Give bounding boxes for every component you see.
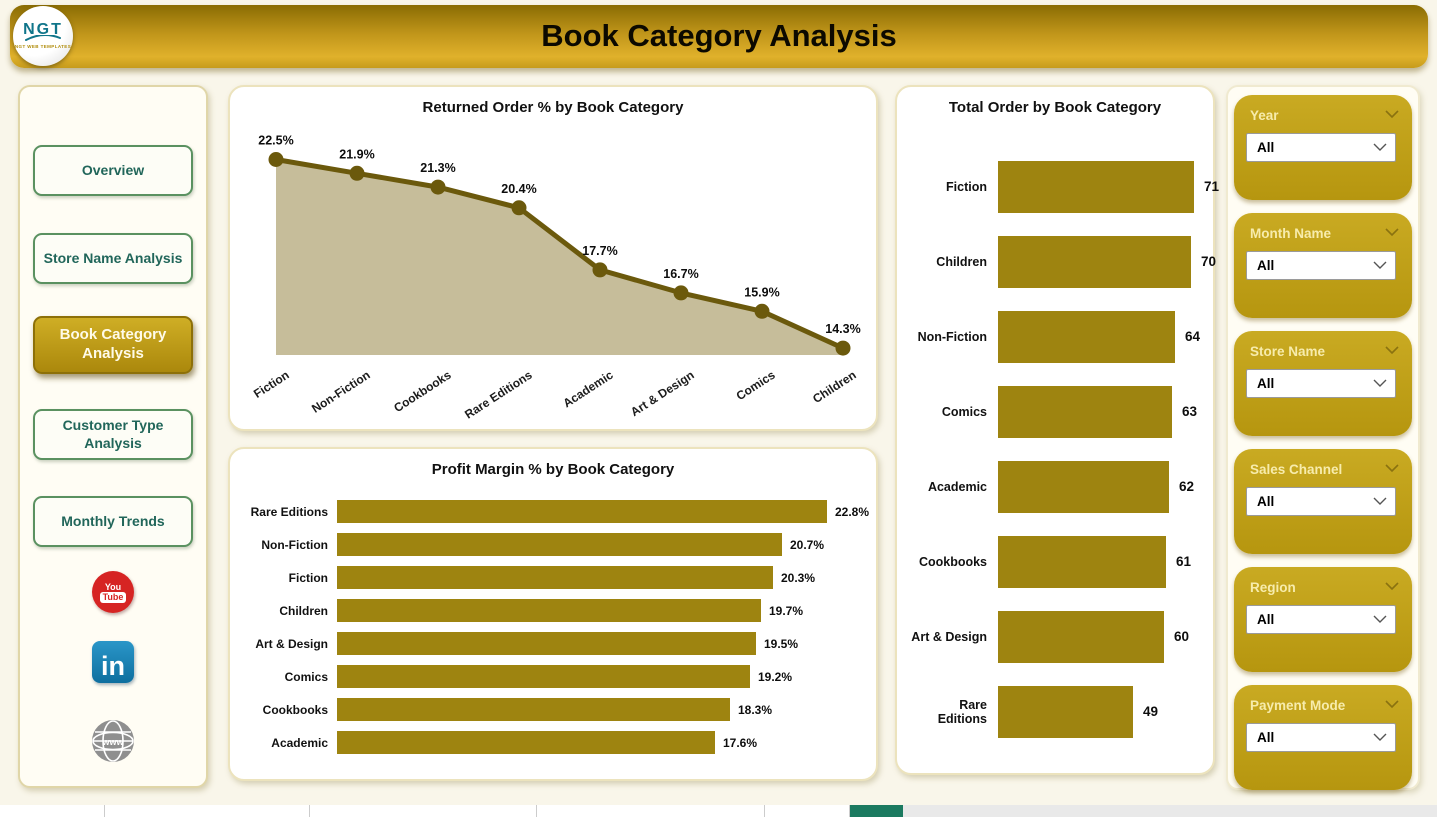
category-label: Academic (271, 735, 328, 750)
bar-row-comics (242, 660, 866, 693)
month-name-dropdown[interactable] (1246, 251, 1396, 280)
data-point-academic[interactable] (593, 262, 608, 277)
bar-row-art-design (242, 627, 866, 660)
x-axis-label: Art & Design (628, 367, 697, 420)
bar-non-fiction[interactable] (998, 311, 1175, 363)
data-point-fiction[interactable] (269, 152, 284, 167)
sidebar-item-customer-type-analysis[interactable] (33, 409, 193, 460)
bar-rare-editions[interactable] (998, 686, 1133, 738)
bar-cookbooks[interactable] (998, 536, 1166, 588)
value-label: 49 (1143, 704, 1159, 719)
filter-card-payment-mode (1234, 685, 1412, 790)
category-label: Rare Editions (250, 504, 328, 519)
page-tab-strip (0, 805, 1437, 817)
bar-academic[interactable] (998, 461, 1169, 513)
value-label: 20.7% (790, 537, 825, 552)
filter-label: Store Name (1250, 344, 1326, 359)
bar-row-fiction (907, 149, 1220, 224)
category-label: Cookbooks (918, 554, 987, 569)
returned-order-area-chart (230, 87, 876, 429)
data-label: 15.9% (744, 285, 780, 300)
data-label: 17.7% (582, 243, 618, 258)
page-tab-4[interactable] (537, 805, 765, 817)
bar-children[interactable] (998, 236, 1191, 288)
bar-row-academic (242, 726, 866, 759)
bar-row-rare-editions (907, 674, 1207, 749)
bar-fiction[interactable] (337, 566, 773, 589)
data-label: 22.5% (258, 133, 294, 148)
chevron-down-icon (1373, 261, 1387, 270)
total-order-bars (907, 149, 1220, 749)
dropdown-value: All (1257, 140, 1275, 155)
youtube-icon-text: You (104, 581, 122, 592)
logo-text: NGT (23, 21, 63, 38)
value-label: 22.8% (835, 504, 870, 519)
header-banner (10, 5, 1428, 68)
sidebar-panel (18, 85, 208, 788)
bar-children[interactable] (337, 599, 761, 622)
chevron-down-icon[interactable] (1385, 110, 1399, 119)
linkedin-icon[interactable] (92, 641, 134, 683)
sidebar-item-store-name-analysis[interactable] (33, 233, 193, 284)
profit-margin-bars (242, 495, 870, 759)
chevron-down-icon[interactable] (1385, 346, 1399, 355)
category-label: Fiction (288, 570, 328, 585)
returned-order-chart-title: Returned Order % by Book Category (422, 99, 684, 116)
dropdown-value: All (1257, 494, 1275, 509)
returned-order-chart-panel (228, 85, 878, 431)
x-axis-label: Children (810, 367, 859, 407)
chevron-down-icon[interactable] (1385, 464, 1399, 473)
value-label: 64 (1185, 329, 1201, 344)
data-label: 21.3% (420, 161, 456, 176)
value-label: 19.7% (769, 603, 804, 618)
dropdown-value: All (1257, 258, 1275, 273)
page-tab-1[interactable] (0, 805, 105, 817)
total-order-chart-title: Total Order by Book Category (948, 99, 1162, 116)
value-label: 20.3% (781, 570, 816, 585)
bar-row-non-fiction (907, 299, 1207, 374)
region-dropdown[interactable] (1246, 605, 1396, 634)
value-label: 71 (1204, 179, 1220, 194)
category-label: Children (279, 603, 328, 618)
page-tab-2[interactable] (105, 805, 310, 817)
social-row-youtube (20, 571, 206, 613)
bar-row-cookbooks (242, 693, 866, 726)
bar-row-children (907, 224, 1217, 299)
category-label: Cookbooks (262, 702, 328, 717)
chevron-down-icon (1373, 733, 1387, 742)
bar-fiction[interactable] (998, 161, 1194, 213)
category-label: Non-Fiction (917, 329, 987, 344)
x-axis-label: Fiction (251, 367, 292, 401)
filter-label: Year (1250, 108, 1279, 123)
filter-panel (1226, 85, 1420, 790)
bar-comics[interactable] (998, 386, 1172, 438)
sidebar-item-label: Monthly Trends (61, 512, 165, 529)
data-point-art-design[interactable] (674, 285, 689, 300)
sidebar-item-book-category-analysis[interactable] (33, 316, 193, 374)
data-point-non-fiction[interactable] (350, 166, 365, 181)
chevron-down-icon[interactable] (1385, 700, 1399, 709)
dropdown-value: All (1257, 730, 1275, 745)
filter-card-sales-channel (1234, 449, 1412, 554)
www-globe-icon[interactable] (91, 719, 135, 763)
data-point-children[interactable] (836, 341, 851, 356)
chevron-down-icon[interactable] (1385, 228, 1399, 237)
bar-art-design[interactable] (337, 632, 756, 655)
social-row-web (20, 719, 206, 763)
x-axis-label: Academic (560, 367, 616, 411)
bar-rare-editions[interactable] (337, 500, 827, 523)
bar-row-non-fiction (242, 528, 866, 561)
bar-row-academic (907, 449, 1207, 524)
filter-label: Month Name (1250, 226, 1331, 241)
sidebar-item-monthly-trends[interactable] (33, 496, 193, 547)
value-label: 70 (1201, 254, 1217, 269)
data-label: 20.4% (501, 181, 537, 196)
sales-channel-dropdown[interactable] (1246, 487, 1396, 516)
chevron-down-icon (1373, 143, 1387, 152)
data-label: 14.3% (825, 322, 861, 337)
x-axis-label: Comics (733, 367, 778, 404)
bar-non-fiction[interactable] (337, 533, 782, 556)
category-label: Comics (284, 669, 328, 684)
bar-row-rare-editions (242, 495, 870, 528)
chevron-down-icon (1373, 379, 1387, 388)
value-label: 62 (1179, 479, 1195, 494)
value-label: 19.5% (764, 636, 799, 651)
value-label: 61 (1176, 554, 1192, 569)
category-label: Art & Design (255, 636, 328, 651)
category-label: Fiction (946, 179, 987, 194)
category-label: Non-Fiction (261, 537, 328, 552)
sidebar-item-label: Book Category Analysis (59, 326, 167, 362)
chevron-down-icon (1373, 497, 1387, 506)
linkedin-icon-text: in (101, 651, 125, 681)
category-label: Rare Editions (937, 697, 987, 726)
www-text: www (102, 737, 124, 747)
x-axis-label: Cookbooks (391, 367, 454, 416)
sidebar-item-label: Customer Type Analysis (62, 417, 164, 451)
filter-card-month-name (1234, 213, 1412, 318)
page-tab-5[interactable] (765, 805, 850, 817)
category-label: Comics (941, 404, 987, 419)
bar-row-children (242, 594, 866, 627)
sidebar-item-overview[interactable] (33, 145, 193, 196)
data-point-rare-editions[interactable] (512, 200, 527, 215)
filter-card-store-name (1234, 331, 1412, 436)
sidebar-item-label: Overview (81, 161, 145, 178)
chevron-down-icon[interactable] (1385, 582, 1399, 591)
category-label: Academic (927, 479, 987, 494)
bar-comics[interactable] (337, 665, 750, 688)
total-order-chart-panel (895, 85, 1220, 775)
x-axis-label: Rare Editions (462, 367, 535, 422)
filter-card-year (1234, 95, 1412, 200)
bar-row-comics (907, 374, 1207, 449)
youtube-icon-text2: Tube (100, 592, 127, 603)
filter-label: Sales Channel (1250, 462, 1343, 477)
dropdown-value: All (1257, 376, 1275, 391)
filter-card-region (1234, 567, 1412, 672)
value-label: 18.3% (738, 702, 773, 717)
payment-mode-dropdown[interactable] (1246, 723, 1396, 752)
bar-row-cookbooks (907, 524, 1207, 599)
value-label: 60 (1174, 629, 1190, 644)
data-point-comics[interactable] (755, 304, 770, 319)
chevron-down-icon (1373, 615, 1387, 624)
bar-art-design[interactable] (998, 611, 1164, 663)
value-label: 17.6% (723, 735, 758, 750)
page-title: Book Category Analysis (541, 18, 897, 53)
social-row-linkedin (20, 641, 206, 683)
bar-row-fiction (242, 561, 866, 594)
category-label: Children (936, 254, 987, 269)
profit-margin-chart-title: Profit Margin % by Book Category (431, 461, 675, 478)
data-label: 16.7% (663, 266, 699, 281)
bar-cookbooks[interactable] (337, 698, 730, 721)
page-tab-6-active[interactable] (850, 805, 903, 817)
filter-label: Payment Mode (1250, 698, 1346, 713)
profit-margin-chart-panel (228, 447, 878, 781)
value-label: 63 (1182, 404, 1198, 419)
data-label: 21.9% (339, 147, 375, 162)
x-axis-label: Non-Fiction (309, 367, 373, 416)
sidebar-item-label: Store Name Analysis (43, 249, 183, 266)
filter-label: Region (1250, 580, 1296, 595)
value-label: 19.2% (758, 669, 793, 684)
dropdown-value: All (1257, 612, 1275, 627)
bar-row-art-design (907, 599, 1207, 674)
area-fill (276, 160, 843, 356)
youtube-icon[interactable] (92, 571, 134, 613)
category-label: Art & Design (911, 629, 987, 644)
bar-academic[interactable] (337, 731, 715, 754)
year-dropdown[interactable] (1246, 133, 1396, 162)
store-name-dropdown[interactable] (1246, 369, 1396, 398)
data-point-cookbooks[interactable] (431, 180, 446, 195)
logo-subtext: NGT WEB TEMPLATES (14, 44, 72, 49)
page-tab-3[interactable] (310, 805, 537, 817)
